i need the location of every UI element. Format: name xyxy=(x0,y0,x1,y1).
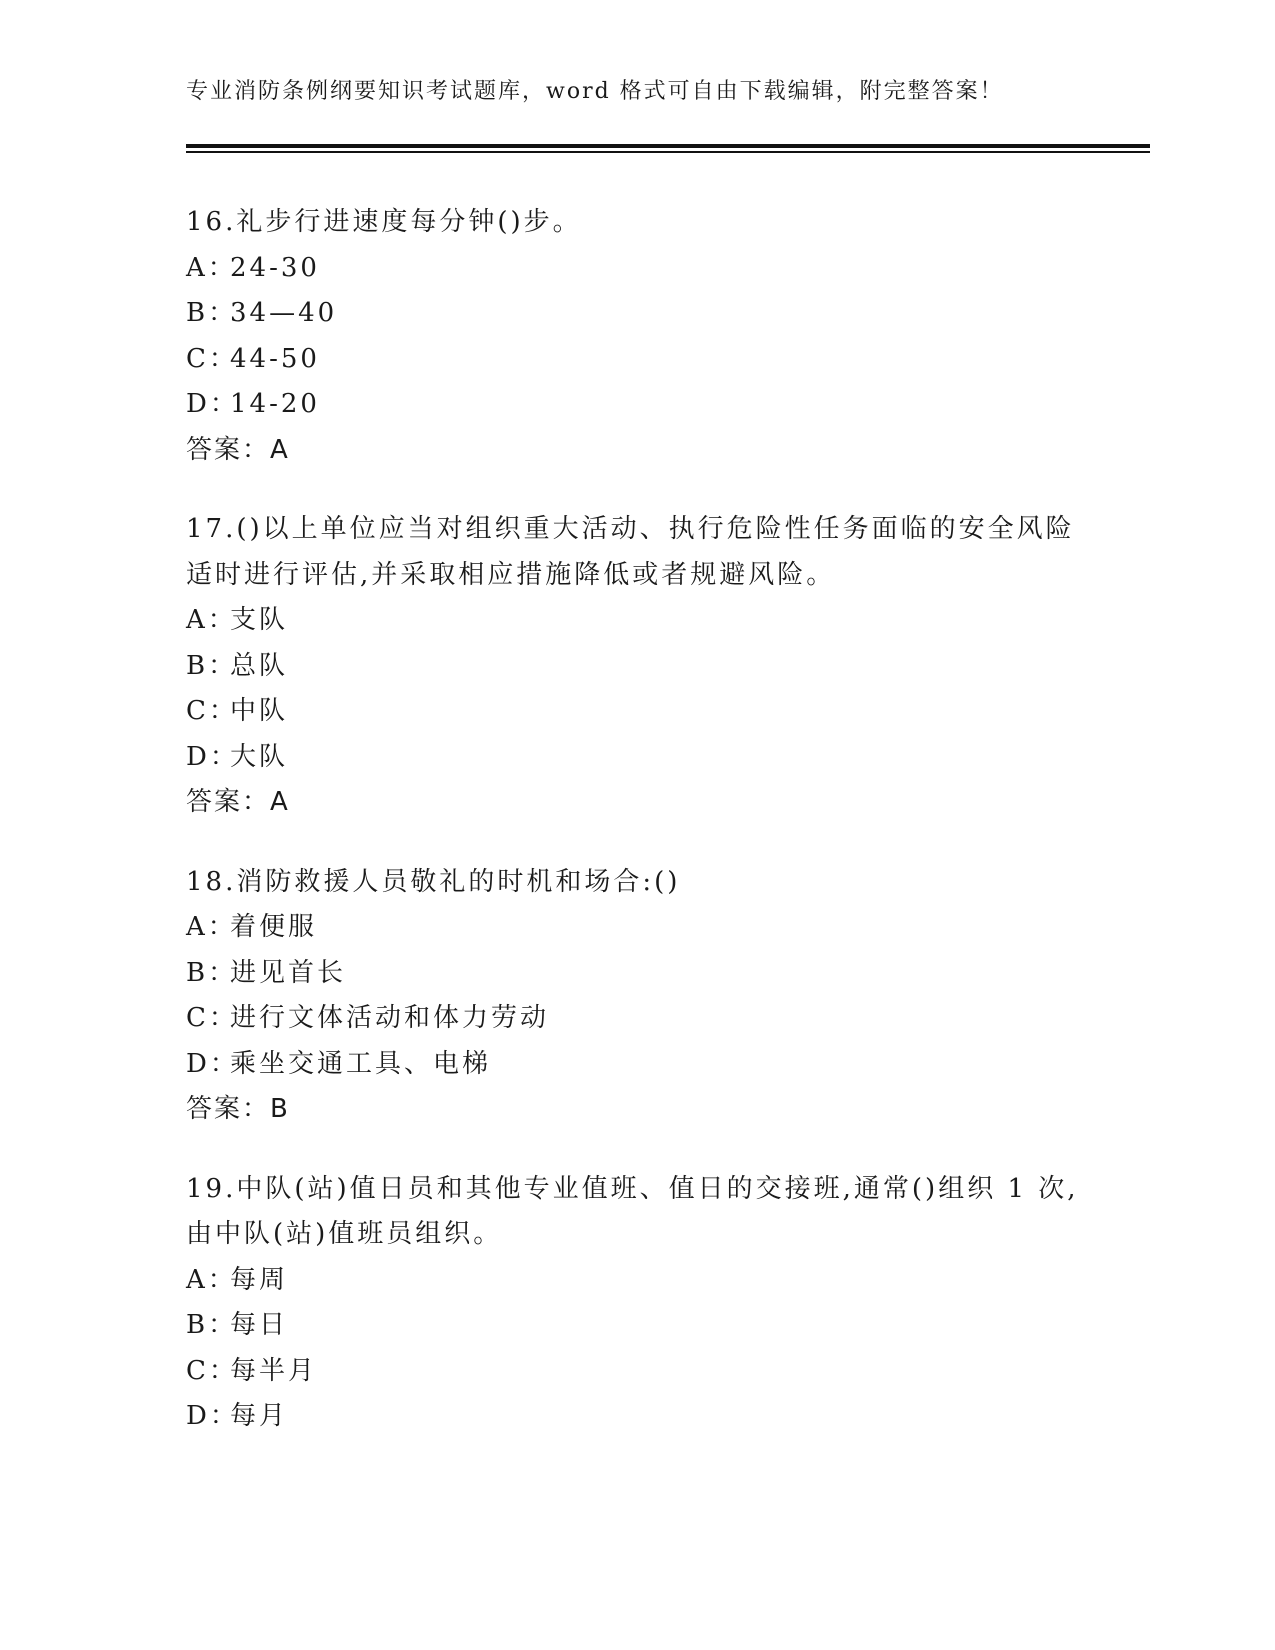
option-text: 14-20 xyxy=(230,389,320,419)
option-a xyxy=(186,1258,1086,1304)
option-d xyxy=(186,1042,1086,1088)
question-19 xyxy=(186,1167,1086,1440)
question-stem: 19.中队(站)值日员和其他专业值班、值日的交接班,通常()组织 1 次,由中队(站)值班员组织。 xyxy=(186,1173,1079,1249)
option-text: 大队 xyxy=(230,741,289,772)
question-stem: 16.礼步行进速度每分钟()步。 xyxy=(186,207,582,237)
question-17 xyxy=(186,507,1086,826)
option-c xyxy=(186,337,1086,383)
answer-line: 答案：A xyxy=(186,787,290,817)
option-key: B： xyxy=(186,298,238,328)
option-d xyxy=(186,735,1086,781)
option-text: 每日 xyxy=(230,1310,289,1340)
option-a xyxy=(186,905,1086,951)
option-key: A： xyxy=(186,252,237,283)
question-16 xyxy=(186,200,1086,473)
option-text: 着便服 xyxy=(230,912,318,942)
question-stem: 17.()以上单位应当对组织重大活动、执行危险性任务面临的安全风险适时进行评估,并采取相应措施降低或者规避风险。 xyxy=(186,514,1075,590)
option-key: D： xyxy=(186,1048,239,1079)
option-text: 支队 xyxy=(230,605,289,635)
answer-line: 答案：A xyxy=(186,434,290,465)
option-text: 每半月 xyxy=(230,1355,318,1386)
option-text: 乘坐交通工具、电梯 xyxy=(230,1048,492,1079)
option-key: C： xyxy=(186,1003,238,1033)
option-b xyxy=(186,951,1086,997)
option-key: B： xyxy=(186,650,238,681)
option-c xyxy=(186,996,1086,1042)
option-a xyxy=(186,246,1086,292)
option-key: A： xyxy=(186,912,237,942)
option-text: 24-30 xyxy=(230,252,320,283)
option-key: D： xyxy=(186,741,239,772)
option-text: 每周 xyxy=(230,1264,289,1295)
option-c xyxy=(186,689,1086,735)
header-rule-thick xyxy=(186,144,1150,148)
option-text: 44-50 xyxy=(230,343,320,374)
option-key: B： xyxy=(186,957,238,988)
option-b xyxy=(186,1303,1086,1349)
option-key: C： xyxy=(186,696,238,726)
header-rule-thin xyxy=(186,151,1150,153)
option-b xyxy=(186,644,1086,690)
option-key: A： xyxy=(186,1264,237,1295)
option-a xyxy=(186,598,1086,644)
option-text: 进见首长 xyxy=(230,957,347,988)
option-text: 34—40 xyxy=(230,298,338,328)
option-d xyxy=(186,382,1086,428)
answer-line: 答案：B xyxy=(186,1094,290,1124)
option-c xyxy=(186,1349,1086,1395)
question-stem: 18.消防救援人员敬礼的时机和场合:() xyxy=(186,866,681,897)
question-18 xyxy=(186,860,1086,1133)
option-key: C： xyxy=(186,343,238,374)
document-header: 专业消防条例纲要知识考试题库，word 格式可自由下载编辑，附完整答案！ xyxy=(186,79,1004,104)
option-d xyxy=(186,1394,1086,1440)
option-key: D： xyxy=(186,389,239,419)
option-key: B： xyxy=(186,1310,238,1340)
option-key: D： xyxy=(186,1401,239,1431)
option-key: C： xyxy=(186,1355,238,1386)
option-text: 总队 xyxy=(230,650,289,681)
option-text: 每月 xyxy=(230,1401,289,1431)
option-key: A： xyxy=(186,605,237,635)
question-list xyxy=(186,200,1086,1474)
option-text: 进行文体活动和体力劳动 xyxy=(230,1003,550,1033)
option-b xyxy=(186,291,1086,337)
option-text: 中队 xyxy=(230,696,289,726)
